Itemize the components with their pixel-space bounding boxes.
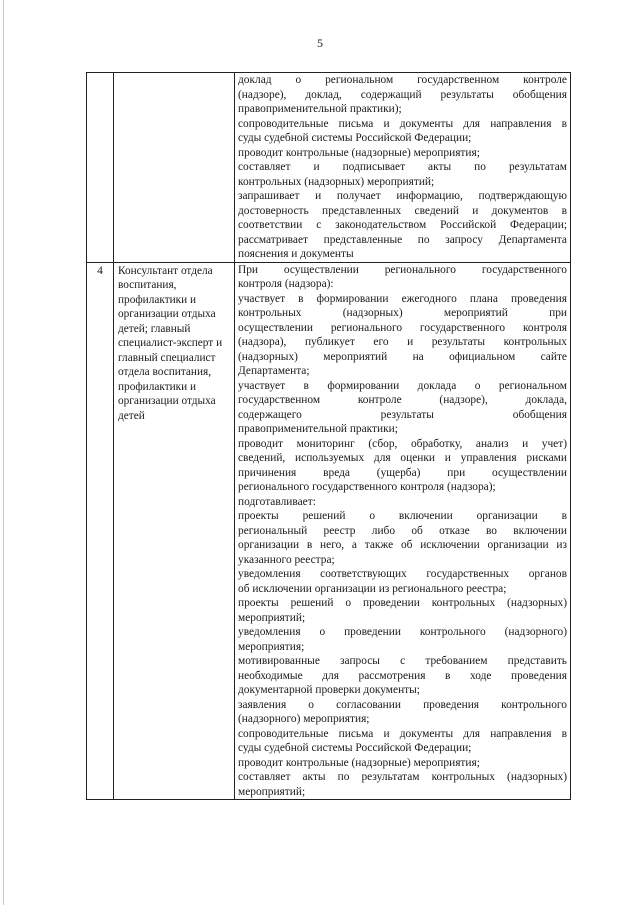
duty-text-line: суды судебной системы Российской Федерации; <box>238 132 472 144</box>
scan-edge-line <box>3 0 4 905</box>
duty-text-line: проводит контрольные (надзорные) мероприятия; <box>238 756 480 769</box>
position-title-cell <box>114 73 235 263</box>
duty-text-line: содержащего результаты обобщения <box>238 408 567 421</box>
duty-text-line: мероприятий; <box>238 611 306 624</box>
duty-text-line: достоверность представленных сведений и документов в <box>238 204 567 217</box>
duty-text-line: пояснения и документы <box>238 248 354 260</box>
duty-text-line: участвует в формировании доклада о региональном <box>238 379 567 392</box>
duty-text-line: суды судебной системы Российской Федерации; <box>238 742 472 754</box>
duties-cell <box>235 262 571 800</box>
duty-text-line: (надзора), публикует его и результаты контрольных <box>238 336 567 348</box>
row-number-cell <box>87 73 114 263</box>
position-title-cell: Консультант отдела воспитания, профилактики и организации отдыха детей; главный специалист-эксперт и главный специалист отдела воспитания, профилактики и организации отдыха детей <box>114 262 235 800</box>
duty-text-line: организации в него, а также об исключении организации из <box>238 539 567 551</box>
duty-text-line: документарной проверки документы; <box>238 684 420 696</box>
duty-text-line: доклад о региональном государственном контроле <box>238 74 567 86</box>
table-row <box>87 262 571 800</box>
duty-text-line: (надзорного) мероприятия; <box>238 713 370 725</box>
responsibilities-table <box>86 72 571 800</box>
duty-text-line: участвует в формировании ежегодного плана проведения <box>238 292 567 305</box>
duty-text-line: При осуществлении регионального государственного <box>238 263 567 276</box>
duty-text-line: регионального государственного контроля (надзора); <box>238 481 496 493</box>
duty-text-line: (надзоре), доклад, содержащий результаты обобщения <box>238 88 567 101</box>
duty-text-line: Департамента; <box>238 365 310 377</box>
duty-text-line: мероприятий; <box>238 785 306 798</box>
duty-text-line: сопроводительные письма и документы для направления в <box>238 727 567 740</box>
duty-text-line: сведений, используемых для оценки и управления рисками <box>238 452 567 464</box>
duty-text-line: проводит контрольные (надзорные) мероприятия; <box>238 146 480 159</box>
duty-text-line: правоприменительной практики; <box>238 423 398 435</box>
duty-text-line: проекты решений о проведении контрольных (надзорных) <box>238 597 567 609</box>
duty-text-line: региональный реестр либо об отказе во включении <box>238 524 567 537</box>
duty-text-line: контроля (надзора): <box>238 278 334 290</box>
duty-text-line: правоприменительной практики); <box>238 103 402 115</box>
duty-text-line: необходимые для рассмотрения в ходе проведения <box>238 669 567 682</box>
duty-text-line: мероприятия; <box>238 640 305 653</box>
duty-text-line: осуществлении регионального государственного контроля <box>238 321 567 334</box>
duty-text-line: проводит мониторинг (сбор, обработку, анализ и учет) <box>238 437 567 450</box>
table-row <box>87 73 571 263</box>
duty-text-line: соответствии с законодательством Российской Федерации; <box>238 219 567 231</box>
duty-text-line: уведомления соответствующих государственных органов <box>238 568 567 580</box>
page-number: 5 <box>317 36 323 50</box>
duty-text-line: контрольных (надзорных) мероприятий; <box>238 175 435 188</box>
duty-text-line: проекты решений о включении организации в <box>238 510 567 522</box>
duty-text-line: уведомления о проведении контрольного (надзорного) <box>238 626 567 638</box>
table-body <box>87 73 571 800</box>
duty-text-line: (надзорных) мероприятий на официальном сайте <box>238 350 567 363</box>
duty-text-line: государственном контроле (надзоре), доклада, <box>238 394 567 406</box>
duty-text-line: указанного реестра; <box>238 553 335 566</box>
duty-text-line: сопроводительные письма и документы для направления в <box>238 117 567 130</box>
duty-text-line: составляет и подписывает акты по результатам <box>238 161 567 173</box>
duty-text-line: об исключении организации из регионального реестра; <box>238 582 507 595</box>
duty-text-line: рассматривает представленные по запросу Департамента <box>238 233 567 246</box>
row-number-cell: 4 <box>87 262 114 800</box>
duties-cell <box>235 73 571 263</box>
duty-text-line: контрольных (надзорных) мероприятий при <box>238 307 567 319</box>
duty-text-line: причинения вреда (ущерба) при осуществлении <box>238 466 567 479</box>
duty-text-line: заявления о согласовании проведения контрольного <box>238 698 567 711</box>
duty-text-line: запрашивает и получает информацию, подтверждающую <box>238 190 567 202</box>
duty-text-line: составляет акты по результатам контрольных (надзорных) <box>238 771 567 783</box>
duty-text-line: подготавливает: <box>238 495 316 508</box>
duty-text-line: мотивированные запросы с требованием представить <box>238 655 567 667</box>
